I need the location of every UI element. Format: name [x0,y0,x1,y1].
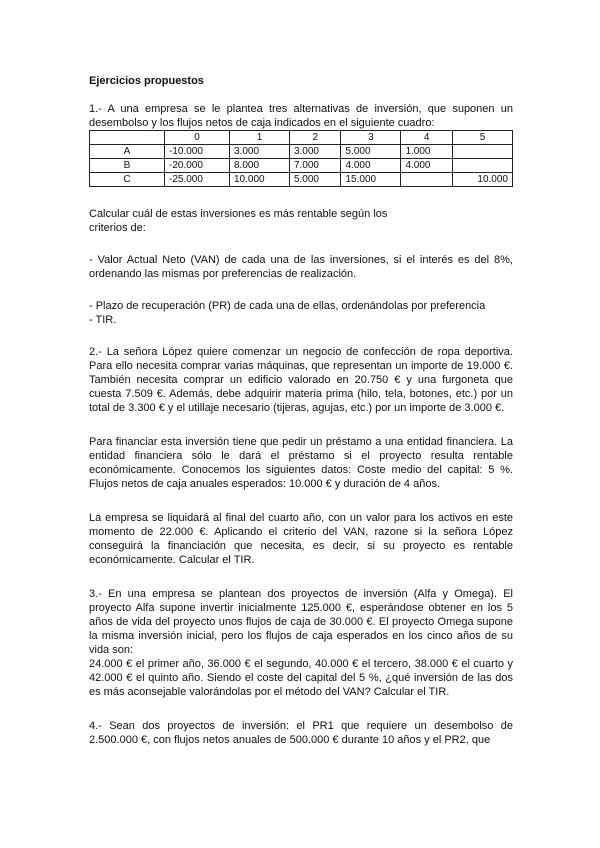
table-cell: 10.000 [452,173,512,187]
table-row [90,173,513,187]
table-cell: 10.000 [230,173,290,187]
table-header-cell: 0 [165,131,230,145]
table-header-cell: 5 [452,131,512,145]
table-cell [452,145,512,159]
investment-table [89,130,513,187]
exercise-3-paragraph-2: 24.000 € el primer año, 36.000 € el segundo, 40.000 € el tercero, 38.000 € el cuarto y 42.000 € el quinto año. Siendo el coste del capital del 5 %, ¿qué inversión de las dos es más aconsejable valorándolas por el método del VAN? Calcular el TIR. [89,658,513,698]
table-header-cell: 3 [341,131,401,145]
exercise-2-paragraph-3: La empresa se liquidará al final del cuarto año, con un valor para los activos en este momento de 22.000 €. Aplicando el criterio del VAN, razone si la señora López conseguirá la financiación que necesita, es decir, si su proyecto es rentable económicamente. Calcular el TIR. [89,512,513,566]
table-cell: 4.000 [401,159,453,173]
table-cell: 3.000 [289,145,341,159]
table-cell: 7.000 [289,159,341,173]
table-cell: 8.000 [230,159,290,173]
table-header-cell: 1 [230,131,290,145]
table-cell: A [90,145,165,159]
page-title: Ejercicios propuestos [89,75,204,87]
table-row [90,159,513,173]
table-header-row [90,131,513,145]
exercise-2-paragraph-1: 2.- La señora López quiere comenzar un negocio de confección de ropa deportiva. Para ello necesita comprar varias máquinas, que representan un importe de 19.000 €. También necesita comprar un edificio valorado en 20.750 € y una furgoneta que cuesta 7.509 €. Además, debe adquirir materia prima (hilo, tela, botones, etc.) por un total de 3.300 € y el utillaje necesario (tijeras, agujas, etc.) por un importe de 3.000 €. [89,346,513,414]
table-header-cell [90,131,165,145]
table-header-cell: 2 [289,131,341,145]
table-row [90,145,513,159]
table-cell: 15.000 [341,173,401,187]
table-header-cell: 4 [401,131,453,145]
table-cell [452,159,512,173]
exercise-1-intro: 1.- A una empresa se le plantea tres alternativas de inversión, que suponen un desembolso y los flujos netos de caja indicados en el siguiente cuadro: [89,103,513,129]
document-body [89,74,513,747]
exercise-1-tir: - TIR. [89,314,117,326]
table-cell: C [90,173,165,187]
exercise-2-paragraph-2: Para financiar esta inversión tiene que pedir un préstamo a una entidad financiera. La entidad financiera sólo le dará el préstamo si el proyecto resulta rentable económicamente. Conocemos los siguientes datos: Coste medio del capital: 5 %. Flujos netos de caja anuales esperados: 10.000 € y duración de 4 años. [89,436,513,490]
exercise-1-van: - Valor Actual Neto (VAN) de cada una de las inversiones, si el interés es del 8%, ordenando las mismas por preferencias de realización. [89,254,513,280]
table-cell [401,173,453,187]
exercise-3-paragraph-1: 3.- En una empresa se plantean dos proyectos de inversión (Alfa y Omega). El proyecto Alfa supone invertir inicialmente 125.000 €, esperándose obtener en los 5 años de vida del proyecto unos flujos de caja de 30.000 €. El proyecto Omega supone la misma inversión inicial, pero los flujos de caja esperados en los cinco años de su vida son: [89,588,513,656]
table-cell: -25.000 [165,173,230,187]
table-cell: B [90,159,165,173]
table-cell: 5.000 [341,145,401,159]
table-cell: 5.000 [289,173,341,187]
table-cell: -20.000 [165,159,230,173]
table-cell: 1.000 [401,145,453,159]
exercise-1-pr: - Plazo de recuperación (PR) de cada una de ellas, ordenándolas por preferencia [89,300,486,312]
table-cell: -10.000 [165,145,230,159]
table-cell: 3.000 [230,145,290,159]
exercise-4-paragraph-1: 4.- Sean dos proyectos de inversión: el PR1 que requiere un desembolso de 2.500.000 €, con flujos netos anuales de 500.000 € durante 10 años y el PR2, que [89,720,513,746]
exercise-1-criteria: Calcular cuál de estas inversiones es más rentable según los criterios de: [89,208,388,234]
table-cell: 4.000 [341,159,401,173]
